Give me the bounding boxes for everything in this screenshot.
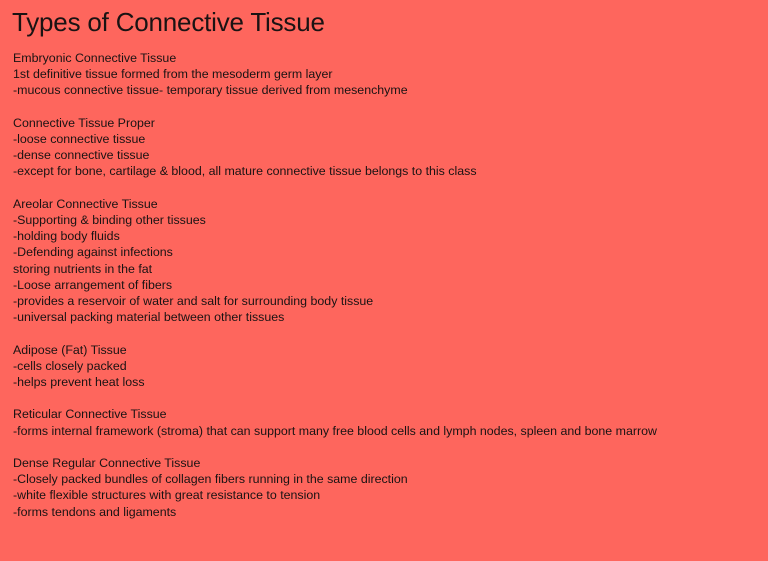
section-heading: Reticular Connective Tissue [13,407,167,422]
section-line: -dense connective tissue [13,148,150,163]
section-line: -helps prevent heat loss [13,375,145,390]
section-line: -except for bone, cartilage & blood, all mature connective tissue belongs to this class [13,164,477,179]
section-embryonic [13,50,763,99]
section-heading: Connective Tissue Proper [13,115,155,130]
slide-body [13,50,763,536]
section-line: -provides a reservoir of water and salt for surrounding body tissue [13,294,374,309]
section-reticular [13,406,763,438]
section-line: -holding body fluids [13,229,120,244]
section-line: -Loose arrangement of fibers [13,277,173,292]
section-line: -Defending against infections [13,245,173,260]
section-heading: Embryonic Connective Tissue [13,51,177,65]
section-heading: Areolar Connective Tissue [13,196,158,211]
section-line: -Closely packed bundles of collagen fibers running in the same direction [13,472,408,487]
section-line: -white flexible structures with great resistance to tension [13,488,321,503]
section-line: -universal packing material between other tissues [13,310,285,325]
section-proper [13,115,763,180]
section-heading: Adipose (Fat) Tissue [13,342,127,357]
section-line: storing nutrients in the fat [13,261,153,276]
section-line: -forms tendons and ligaments [13,504,177,519]
section-line: -loose connective tissue [13,132,146,146]
section-dense-regular [13,455,763,520]
section-areolar [13,196,763,326]
section-line: -Supporting & binding other tissues [13,213,206,227]
section-line: -mucous connective tissue- temporary tissue derived from mesenchyme [13,83,408,98]
section-line: 1st definitive tissue formed from the mesoderm germ layer [13,67,333,82]
section-heading: Dense Regular Connective Tissue [13,456,201,470]
slide-title: Types of Connective Tissue [12,7,325,37]
section-line: -cells closely packed [13,358,127,373]
section-line: -forms internal framework (stroma) that can support many free blood cells and lymph nodes, spleen and bone marrow [13,423,657,438]
section-adipose [13,342,763,391]
